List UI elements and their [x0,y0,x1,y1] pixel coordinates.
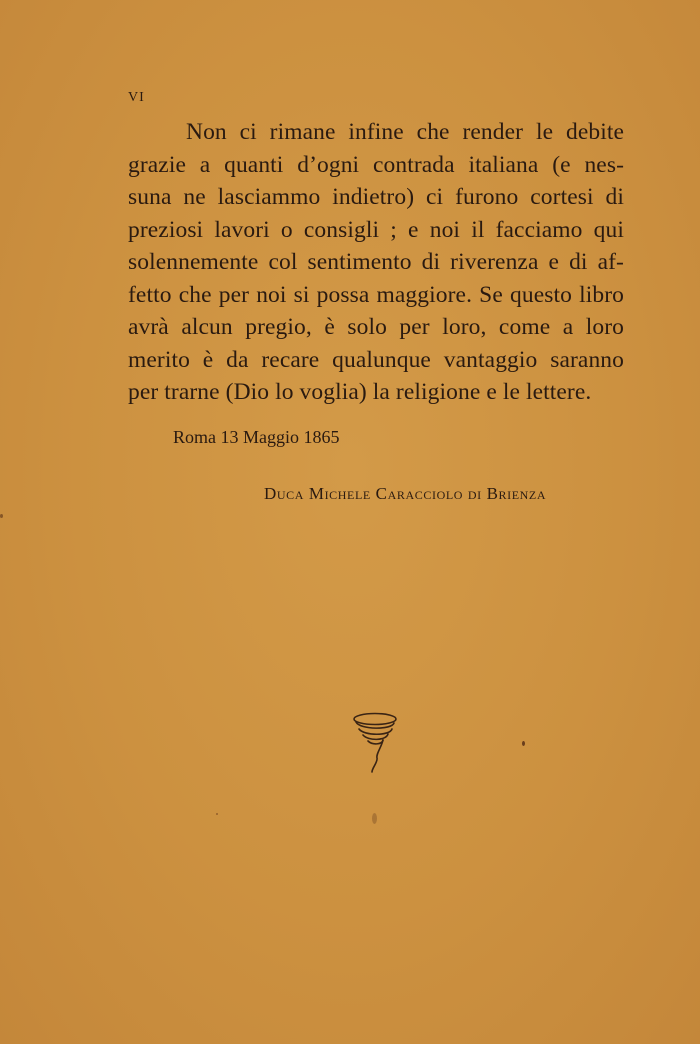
paper-speck [372,813,377,824]
paragraph-line: Non ci rimane infine che render le debite [186,119,624,145]
paragraph-line: suna ne lasciammo indietro) ci furono cortesi di [128,184,624,210]
paragraph-line: preziosi lavori o consigli ; e noi il facciamo qui [128,216,624,243]
paragraph-line: per trarne (Dio lo voglia) la religione e le lettere. [128,379,592,405]
paragraph-line: solennemente col sentimento di riverenza e di af- [128,249,624,275]
place-date-line: Roma 13 Maggio 1865 [173,427,340,447]
paper-speck [0,514,3,518]
closing-paragraph [128,116,624,409]
paragraph-line: fetto che per noi si possa maggiore. Se questo libro [128,281,624,308]
tailpiece-swirl-ornament-icon [350,710,402,774]
paragraph-line: avrà alcun pregio, è solo per loro, come a loro [128,314,624,340]
author-signature: Duca Michele Caracciolo di Brienza [264,484,547,503]
paragraph-line: grazie a quanti d’ogni contrada italiana (e nes- [128,151,624,178]
paragraph-line: merito è da recare qualunque vantaggio saranno [128,346,624,373]
paper-speck [216,813,218,815]
page-number: VI [128,90,145,105]
paper-speck [522,741,525,746]
